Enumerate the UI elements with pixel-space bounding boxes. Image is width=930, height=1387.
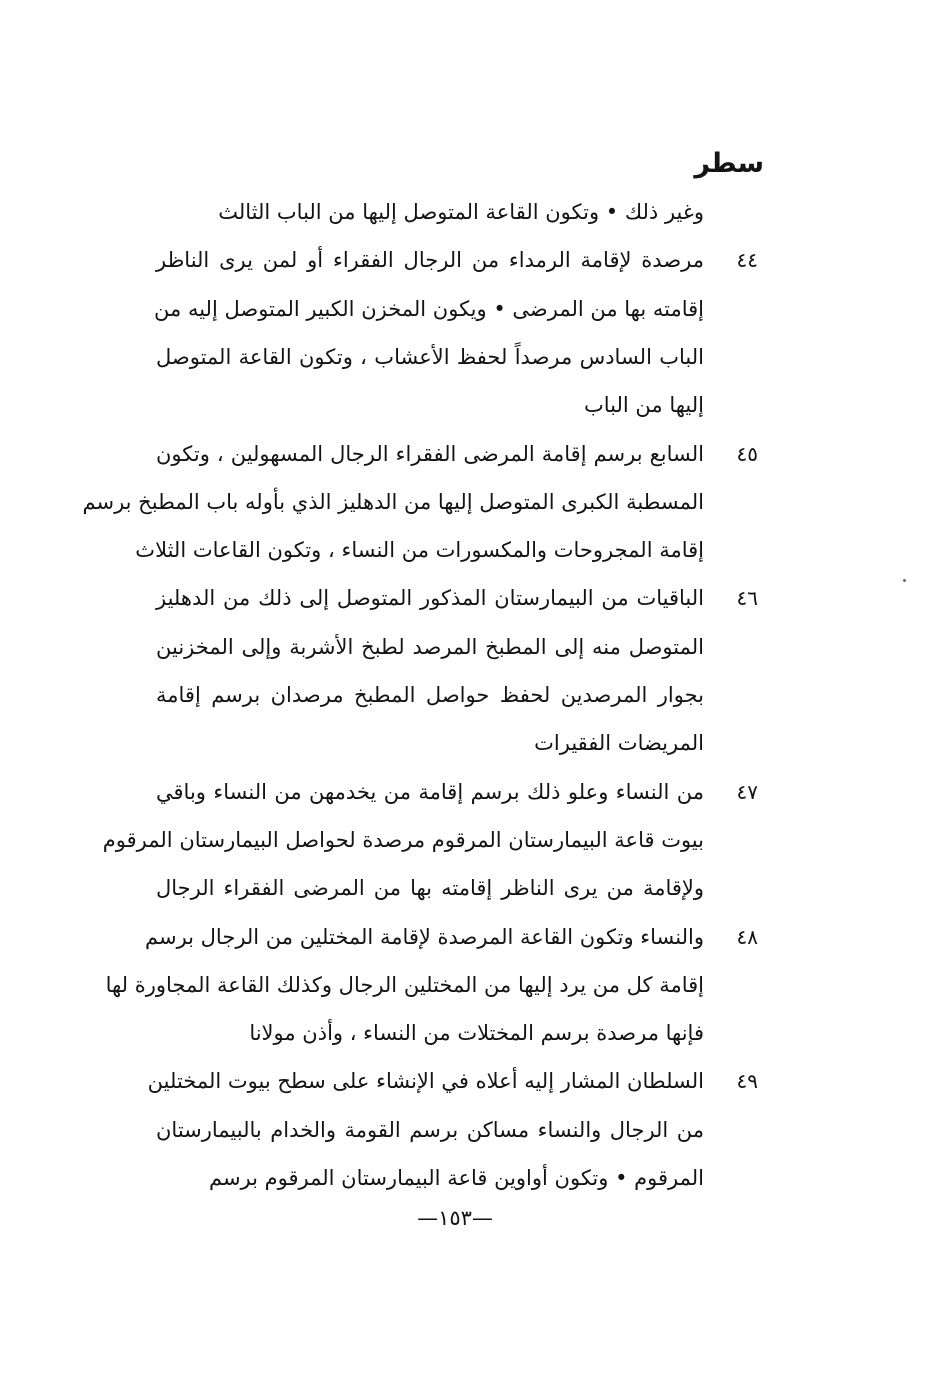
text-line: إقامته بها من المرضى • ويكون المخزن الكبير المتوصل إليه من bbox=[154, 297, 704, 321]
text-line: الباب السادس مرصداً لحفظ الأعشاب ، وتكون القاعة المتوصل bbox=[156, 345, 704, 369]
stray-mark bbox=[903, 579, 906, 582]
text-line: وغير ذلك • وتكون القاعة المتوصل إليها من الباب الثالث bbox=[218, 200, 704, 224]
text-line: من الرجال والنساء مساكن برسم القومة والخدام بالبيمارستان bbox=[156, 1118, 704, 1142]
text-line: المرقوم • وتكون أواوين قاعة البيمارستان المرقوم برسم bbox=[208, 1166, 704, 1190]
text-line: من النساء وعلو ذلك برسم إقامة من يخدمهن من النساء وباقي bbox=[156, 780, 704, 804]
text-line: بيوت قاعة البيمارستان المرقوم مرصدة لحواصل البيمارستان المرقوم bbox=[102, 828, 704, 852]
text-line: مرصدة لإقامة الرمداء من الرجال الفقراء أو لمن يرى الناظر bbox=[156, 248, 704, 272]
text-line: المتوصل منه إلى المطبخ المرصد لطبخ الأشربة وإلى المخزنين bbox=[156, 635, 704, 659]
page-number: —١٥٣— bbox=[417, 1206, 493, 1230]
line-number: ٤٦ bbox=[736, 586, 758, 610]
text-line: بجوار المرصدين لحفظ حواصل المطبخ مرصدان برسم إقامة bbox=[156, 683, 704, 707]
line-number: ٤٥ bbox=[736, 442, 758, 466]
text-line: إقامة المجروحات والمكسورات من النساء ، وتكون القاعات الثلاث bbox=[135, 538, 704, 562]
text-line: فإنها مرصدة برسم المختلات من النساء ، وأذن مولانا bbox=[249, 1021, 704, 1045]
line-number: ٤٨ bbox=[736, 925, 758, 949]
text-line: المسطبة الكبرى المتوصل إليها من الدهليز الذي بأوله باب المطبخ برسم bbox=[82, 490, 704, 514]
text-line: السلطان المشار إليه أعلاه في الإنشاء على سطح بيوت المختلين bbox=[147, 1069, 704, 1093]
text-line: والنساء وتكون القاعة المرصدة لإقامة المختلين من الرجال برسم bbox=[145, 925, 704, 949]
line-number: ٤٧ bbox=[736, 780, 758, 804]
text-line: السابع برسم إقامة المرضى الفقراء الرجال المسهولين ، وتكون bbox=[156, 442, 704, 466]
text-line: المريضات الفقيرات bbox=[534, 731, 704, 755]
text-line: الباقيات من البيمارستان المذكور المتوصل إلى ذلك من الدهليز bbox=[156, 586, 704, 610]
text-line: إليها من الباب bbox=[584, 393, 704, 417]
text-line: ولإقامة من يرى الناظر إقامته بها من المرضى الفقراء الرجال bbox=[156, 876, 704, 900]
line-number: ٤٤ bbox=[736, 248, 758, 272]
line-number: ٤٩ bbox=[736, 1069, 758, 1093]
column-header-line: سطر bbox=[694, 148, 764, 179]
text-line: إقامة كل من يرد إليها من المختلين الرجال وكذلك القاعة المجاورة لها bbox=[105, 973, 704, 997]
